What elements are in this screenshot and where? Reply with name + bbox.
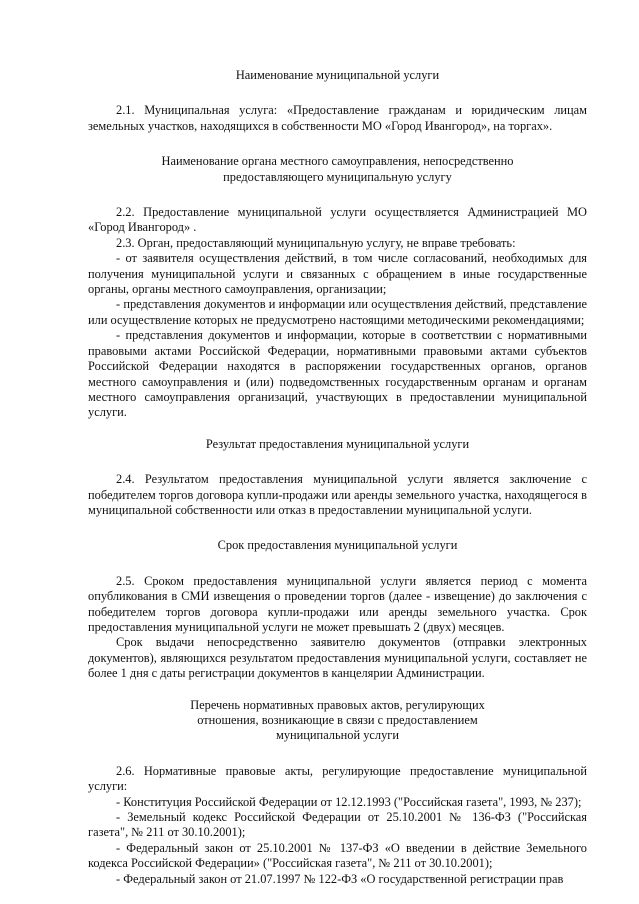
paragraph-2-3-item-a: - от заявителя осуществления действий, в том числе согласований, необходимых для получения муниципальной услуги и связанных с обращением в иные государственные органы, органы местного самоуправления, организации; <box>88 251 587 297</box>
paragraph-2-6-item-c: - Федеральный закон от 25.10.2001 № 137-ФЗ «О введении в действие Земельного кодекса Российской Федерации» ("Российская газета", № 211 от 30.10.2001); <box>88 840 587 871</box>
paragraph-2-1: 2.1. Муниципальная услуга: «Предоставление гражданам и юридическим лицам земельных участков, находящихся в собственности МО «Город Ивангород», на торгах». <box>88 103 587 133</box>
paragraph-2-2: 2.2. Предоставление муниципальной услуги осуществляется Администрацией МО «Город Ивангород» . <box>88 205 587 235</box>
paragraph-2-4: 2.4. Результатом предоставления муниципальной услуги является заключение с победителем торгов договора купли-продажи или аренды земельного участка, находящегося в муниципальной собственности или отказ в предоставлении муниципальной услуги. <box>88 472 587 517</box>
paragraph-2-3: 2.3. Орган, предоставляющий муниципальную услугу, не вправе требовать: <box>116 235 516 250</box>
section-heading-service-name: Наименование муниципальной услуги <box>235 68 440 82</box>
section-heading-legal-acts-line2: отношения, возникающие в связи с предоставлением <box>197 713 478 727</box>
section-heading-authority-line1: Наименование органа местного самоуправления, непосредственно <box>161 154 514 169</box>
section-heading-authority-line2: предоставляющего муниципальную услугу <box>223 169 452 184</box>
paragraph-2-6-item-a: - Конституция Российской Федерации от 12.12.1993 ("Российская газета", 1993, № 237); <box>116 794 582 809</box>
paragraph-2-6: 2.6. Нормативные правовые акты, регулирующие предоставление муниципальной услуги: <box>88 763 587 794</box>
section-heading-legal-acts-line3: муниципальной услуги <box>276 728 399 743</box>
paragraph-2-5: 2.5. Сроком предоставления муниципальной услуги является период с момента опубликования в СМИ извещения о проведении торгов (далее - извещение) до заключения с победителем торгов договора купли-продажи или аренды земельного участка. Срок предоставления муниципальной услуги не может превышать 2 (двух) месяцев. <box>88 573 587 634</box>
paragraph-2-5-b: Срок выдачи непосредственно заявителю документов (отправки электронных документов), являющихся результатом предоставления муниципальной услуги, составляет не более 1 дня с даты регистрации документов в канцелярии Администрации. <box>88 635 587 681</box>
paragraph-2-6-item-b: - Земельный кодекс Российской Федерации от 25.10.2001 № 136-ФЗ ("Российская газета", № 211 от 30.10.2001); <box>88 810 587 840</box>
section-heading-legal-acts-line1: Перечень нормативных правовых актов, регулирующих <box>190 697 485 712</box>
paragraph-2-3-item-c: - представления документов и информации, которые в соответствии с нормативными правовыми актами Российской Федерации, нормативными правовыми актами субъектов Российской Федерации находятся в распоряжении государственных органов, органов местного самоуправления и (или) подведомственных государственным органам и органам местного самоуправления организаций, участвующих в предоставлении муниципальной услуги. <box>88 328 587 420</box>
section-heading-term: Срок предоставления муниципальной услуги <box>217 538 458 553</box>
paragraph-2-6-item-d: - Федеральный закон от 21.07.1997 № 122-ФЗ «О государственной регистрации прав <box>116 871 564 886</box>
paragraph-2-3-item-b: - представления документов и информации или осуществления действий, представление или осуществление которых не предусмотрено настоящими методическими рекомендациями; <box>88 297 587 327</box>
section-heading-result: Результат предоставления муниципальной услуги <box>205 436 470 451</box>
